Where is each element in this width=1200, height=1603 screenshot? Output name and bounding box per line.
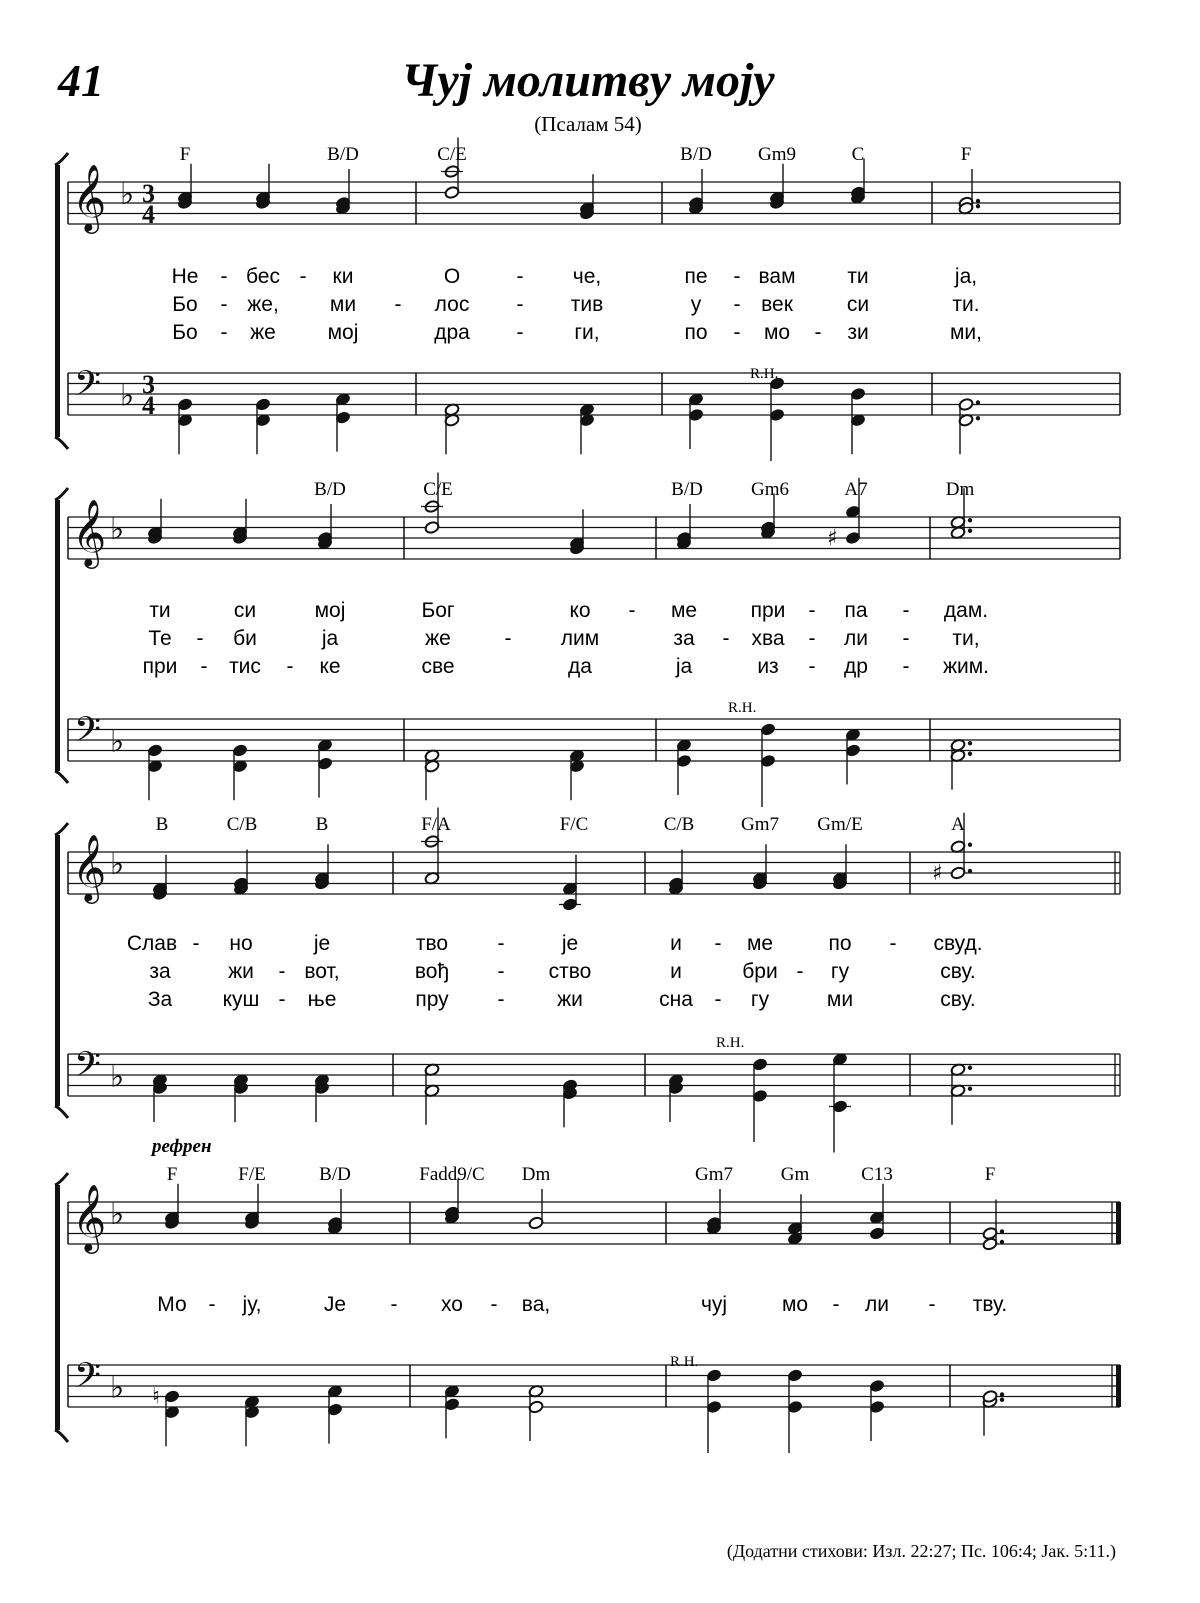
- chord-symbol: C/E: [423, 479, 453, 500]
- treble-staff: [68, 1183, 1121, 1254]
- lyric-syllable: -: [814, 321, 822, 344]
- lyric-syllable: тив: [570, 293, 604, 316]
- lyric-syllable: гу: [830, 960, 850, 983]
- lyric-syllable: -: [808, 599, 816, 622]
- bracket-hook: [55, 488, 68, 500]
- lyric-syllable: хо: [441, 1293, 463, 1316]
- chord-symbol: F/C: [559, 814, 589, 835]
- chord-symbol: B/D: [671, 479, 703, 500]
- flat-icon: ♭: [110, 724, 125, 760]
- refrain-label: рефрен: [152, 1136, 212, 1157]
- chord-symbol: C/B: [226, 814, 258, 835]
- lyric-syllable: -: [628, 599, 636, 622]
- augmentation-dot: [1000, 1392, 1004, 1396]
- lyric-syllable: Бо: [172, 293, 198, 316]
- hymn-title: Чуј молитву моју: [401, 54, 775, 107]
- lyric-syllable: Мо: [157, 1293, 187, 1316]
- lyric-syllable: -: [200, 655, 208, 678]
- lyric-syllable: ги,: [574, 321, 600, 344]
- augmentation-dot: [976, 400, 980, 404]
- chord-symbol: Dm: [945, 479, 975, 500]
- lyric-syllable: -: [497, 988, 505, 1011]
- lyric-syllable: -: [220, 321, 228, 344]
- lyric-syllable: би: [233, 627, 257, 650]
- lyric-syllable: -: [497, 932, 505, 955]
- system-2: [55, 473, 1120, 808]
- additional-verses-note: (Додатни стихови: Изл. 22:27; Пс. 106:4; Јак. 5:11.): [726, 1541, 1116, 1561]
- lyric-syllable: -: [220, 293, 228, 316]
- augmentation-dot: [968, 1087, 972, 1091]
- augmentation-dot: [976, 416, 980, 420]
- lyric-syllable: -: [714, 932, 722, 955]
- bass-clef-icon: 𝄢: [74, 1044, 102, 1093]
- lyric-syllable: ке: [319, 655, 341, 678]
- lyric-syllable: пе: [684, 265, 708, 288]
- bracket-hook: [55, 1173, 68, 1185]
- lyric-syllable: -: [196, 627, 204, 650]
- lyric-syllable: -: [902, 627, 910, 650]
- chord-symbol: B: [315, 814, 329, 835]
- lyric-syllable: ње: [307, 988, 337, 1011]
- lyric-syllable: куш: [222, 988, 260, 1011]
- lyric-syllable: -: [394, 293, 402, 316]
- natural-icon: ♮: [152, 1384, 160, 1410]
- lyric-syllable: ли: [865, 1293, 889, 1316]
- verse-3: [148, 988, 976, 1011]
- lyric-syllable: че,: [572, 265, 602, 288]
- lyric-syllable: ју,: [242, 1293, 262, 1316]
- chord-symbol: F: [166, 1164, 178, 1185]
- lyric-syllable: жи: [228, 960, 254, 983]
- lyric-syllable: бес: [246, 265, 280, 288]
- time-signature-bottom: 4: [142, 391, 155, 420]
- lyric-syllable: же: [250, 321, 276, 344]
- lyric-syllable: мо: [781, 1293, 809, 1316]
- lyric-syllable: вот,: [304, 960, 340, 983]
- chord-symbol: F: [960, 144, 972, 165]
- lyric-syllable: вам: [758, 265, 796, 288]
- lyric-syllable: -: [278, 988, 286, 1011]
- lyric-syllable: Је: [323, 1293, 347, 1316]
- lyric-syllable: -: [928, 1293, 936, 1316]
- chord-symbol: Gm9: [758, 144, 796, 165]
- time-signature-top: 3: [142, 370, 155, 399]
- final-barline: [1116, 1202, 1121, 1244]
- rh-marking: R.H.: [716, 1035, 745, 1051]
- lyric-syllable: -: [516, 321, 524, 344]
- bracket-bar: [55, 500, 60, 771]
- bass-staff: [68, 1355, 1121, 1407]
- lyric-syllable: -: [516, 293, 524, 316]
- lyric-syllable: при: [750, 599, 786, 622]
- lyric-syllable: тво: [415, 932, 449, 955]
- lyric-syllable: но: [229, 932, 253, 955]
- lyric-syllable: -: [722, 627, 730, 650]
- lyric-syllable: ство: [548, 960, 592, 983]
- lyric-syllable: вођ: [414, 960, 450, 983]
- lyric-syllable: дра: [434, 321, 470, 344]
- lyric-syllable: -: [733, 265, 741, 288]
- lyric-syllable: -: [286, 655, 294, 678]
- lyric-syllable: и: [670, 932, 682, 955]
- lyric-syllable: чуј: [700, 1293, 728, 1316]
- lyric-syllable: -: [490, 1293, 498, 1316]
- final-barline: [1116, 1365, 1121, 1407]
- lyric-syllable: -: [278, 960, 286, 983]
- treble-clef-icon: 𝄞: [72, 833, 107, 901]
- verse-refrain: [157, 1293, 1007, 1316]
- lyric-syllable: си: [233, 599, 257, 622]
- lyric-syllable: мо: [763, 321, 791, 344]
- chord-symbol: B: [155, 814, 169, 835]
- lyric-syllable: из: [757, 655, 779, 678]
- lyric-syllable: Бог: [421, 599, 455, 622]
- lyric-syllable: ми,: [949, 321, 983, 344]
- lyric-syllable: же,: [247, 293, 279, 316]
- lyric-syllable: је: [313, 932, 331, 955]
- chord-symbol: A: [951, 814, 965, 835]
- lyric-syllable: за: [149, 960, 171, 983]
- lyric-syllable: -: [808, 627, 816, 650]
- lyric-syllable: жи: [557, 988, 583, 1011]
- lyric-syllable: хва: [751, 627, 785, 650]
- chord-symbol: B/D: [680, 144, 712, 165]
- bass-clef-icon: 𝄢: [74, 363, 102, 412]
- lyric-syllable: мој: [314, 599, 346, 622]
- lyric-syllable: за: [673, 627, 695, 650]
- chord-symbol: F: [179, 144, 191, 165]
- chord-symbol: F/A: [421, 814, 451, 835]
- system-4: [55, 1136, 1121, 1453]
- lyric-syllable: Те: [148, 627, 172, 650]
- verse-2: [172, 293, 979, 316]
- system-1: [55, 138, 1120, 462]
- lyric-syllable: Бо: [172, 321, 198, 344]
- augmentation-dot: [976, 204, 980, 208]
- sharp-icon: ♯: [827, 526, 838, 551]
- hymn-subtitle: (Псалам 54): [534, 112, 642, 136]
- chord-symbol: F/E: [238, 1164, 266, 1185]
- flat-icon: ♭: [110, 1059, 125, 1095]
- bracket-hook: [55, 1106, 68, 1118]
- bracket-hook: [55, 823, 68, 835]
- lyric-syllable: свуд.: [933, 932, 983, 955]
- lyric-syllable: ме: [746, 932, 774, 955]
- chord-symbol: F: [984, 1164, 996, 1185]
- chord-symbol: B/D: [319, 1164, 351, 1185]
- chord-row: [180, 144, 972, 165]
- lyric-syllable: -: [299, 265, 307, 288]
- lyric-syllable: др: [844, 655, 868, 678]
- lyric-syllable: ти: [149, 599, 171, 622]
- lyric-syllable: век: [761, 293, 793, 316]
- lyric-syllable: све: [421, 655, 455, 678]
- time-signature-top: 3: [142, 179, 155, 208]
- lyric-syllable: -: [902, 599, 910, 622]
- lyric-syllable: бри: [742, 960, 778, 983]
- lyric-syllable: ми: [329, 293, 357, 316]
- verse-3: [172, 321, 982, 344]
- lyric-syllable: -: [390, 1293, 398, 1316]
- lyric-syllable: -: [208, 1293, 216, 1316]
- lyric-syllable: -: [497, 960, 505, 983]
- chord-symbol: B/D: [314, 479, 346, 500]
- augmentation-dot: [968, 529, 972, 533]
- lyric-syllable: -: [516, 265, 524, 288]
- lyric-syllable: ме: [670, 599, 698, 622]
- flat-icon: ♭: [120, 176, 135, 212]
- chord-symbol: C: [851, 144, 865, 165]
- bracket-hook: [55, 153, 68, 165]
- augmentation-dot: [968, 869, 972, 873]
- lyric-syllable: Не: [171, 265, 199, 288]
- rh-marking: R.H.: [750, 366, 779, 382]
- lyric-syllable: тву.: [972, 1293, 1008, 1316]
- lyric-syllable: -: [733, 321, 741, 344]
- flat-icon: ♭: [120, 378, 135, 414]
- lyric-syllable: ја: [675, 655, 693, 678]
- verse-1: [127, 932, 983, 955]
- lyric-syllable: Слав: [126, 932, 178, 955]
- chord-symbol: Dm: [521, 1164, 551, 1185]
- augmentation-dot: [968, 752, 972, 756]
- key-signature: [110, 1197, 124, 1406]
- lyric-syllable: мој: [327, 321, 359, 344]
- lyric-syllable: -: [733, 293, 741, 316]
- flat-icon: ♭: [110, 846, 125, 882]
- lyric-syllable: ја: [321, 627, 339, 650]
- lyric-syllable: ти,: [952, 627, 980, 650]
- lyric-syllable: ки: [332, 265, 354, 288]
- augmentation-dot: [968, 741, 972, 745]
- bracket-hook: [55, 1430, 68, 1442]
- system-bracket: [55, 823, 68, 1118]
- augmentation-dot: [1000, 1398, 1004, 1402]
- lyric-syllable: -: [220, 265, 228, 288]
- bracket-hook: [55, 771, 68, 783]
- lyric-syllable: -: [796, 960, 804, 983]
- bass-clef-icon: 𝄢: [74, 709, 102, 758]
- verse-1: [172, 265, 978, 288]
- lyric-syllable: -: [808, 655, 816, 678]
- hymn-number: 41: [58, 55, 104, 106]
- lyric-syllable: ва,: [521, 1293, 551, 1316]
- augmentation-dot: [968, 1066, 972, 1070]
- chord-symbol: Gm: [780, 1164, 810, 1185]
- system-bracket: [55, 1173, 68, 1442]
- lyric-syllable: по: [828, 932, 852, 955]
- chord-row: [156, 814, 965, 835]
- lyric-syllable: лим: [560, 627, 600, 650]
- chord-symbol: Gm7: [741, 814, 779, 835]
- bracket-hook: [55, 437, 68, 449]
- lyric-syllable: -: [832, 1293, 840, 1316]
- rh-marking: R.H.: [670, 1354, 699, 1370]
- lyric-syllable: сна: [659, 988, 693, 1011]
- bracket-bar: [55, 165, 60, 437]
- lyric-syllable: -: [504, 627, 512, 650]
- chord-symbol: A7: [844, 479, 868, 500]
- lyric-syllable: и: [670, 960, 682, 983]
- augmentation-dot: [968, 518, 972, 522]
- lyric-syllable: ти.: [952, 293, 980, 316]
- bass-clef-icon: 𝄢: [74, 1355, 102, 1404]
- augmentation-dot: [1000, 1240, 1004, 1244]
- system-bracket: [55, 153, 68, 449]
- lyric-syllable: да: [568, 655, 592, 678]
- augmentation-dot: [968, 843, 972, 847]
- lyric-syllable: ми: [826, 988, 854, 1011]
- chord-symbol: Fadd9/C: [419, 1164, 485, 1185]
- augmentation-dot: [976, 199, 980, 203]
- flat-icon: ♭: [110, 1196, 125, 1232]
- chord-symbol: Gm7: [695, 1164, 733, 1185]
- time-signature-bottom: 4: [142, 200, 155, 229]
- lyric-syllable: -: [902, 655, 910, 678]
- flat-icon: ♭: [110, 511, 125, 547]
- bracket-bar: [55, 1185, 60, 1430]
- sharp-icon: ♯: [932, 861, 943, 886]
- lyric-syllable: За: [147, 988, 173, 1011]
- chord-symbol: C/B: [663, 814, 695, 835]
- verse-1: [149, 599, 988, 622]
- chord-symbol: C13: [861, 1164, 893, 1185]
- chord-row: [167, 1164, 996, 1185]
- treble-clef-icon: 𝄞: [72, 498, 107, 566]
- rh-marking: R.H.: [728, 700, 757, 716]
- lyric-syllable: по: [684, 321, 708, 344]
- lyric-syllable: ко: [569, 599, 591, 622]
- bracket-bar: [55, 835, 60, 1106]
- verse-2: [149, 960, 975, 983]
- lyric-syllable: пру: [415, 988, 449, 1011]
- lyric-syllable: -: [192, 932, 200, 955]
- verse-2: [148, 627, 979, 650]
- lyric-syllable: тис: [229, 655, 261, 678]
- lyric-syllable: сву.: [940, 960, 976, 983]
- lyric-syllable: у: [690, 293, 702, 316]
- flat-icon: ♭: [110, 1370, 125, 1406]
- lyric-syllable: -: [714, 988, 722, 1011]
- lyric-syllable: дам.: [943, 599, 989, 622]
- system-3: [55, 808, 1120, 1153]
- lyric-syllable: при: [142, 655, 178, 678]
- lyric-syllable: лос: [434, 293, 470, 316]
- chord-symbol: Gm/E: [817, 814, 863, 835]
- lyric-syllable: сву.: [940, 988, 976, 1011]
- lyric-syllable: па: [844, 599, 868, 622]
- verse-3: [143, 655, 989, 678]
- lyric-syllable: ти: [847, 265, 869, 288]
- lyric-syllable: је: [561, 932, 579, 955]
- lyric-syllable: гу: [750, 988, 770, 1011]
- chord-symbol: Gm6: [751, 479, 789, 500]
- treble-clef-icon: 𝄞: [72, 1183, 107, 1251]
- lyric-syllable: -: [889, 932, 897, 955]
- lyric-syllable: ли: [844, 627, 868, 650]
- lyric-syllable: си: [846, 293, 870, 316]
- lyric-syllable: О: [443, 265, 461, 288]
- augmentation-dot: [1000, 1229, 1004, 1233]
- chord-symbol: B/D: [327, 144, 359, 165]
- lyric-syllable: же: [425, 627, 451, 650]
- lyric-syllable: зи: [847, 321, 869, 344]
- treble-clef-icon: 𝄞: [72, 163, 107, 231]
- system-bracket: [55, 488, 68, 783]
- chord-row: [314, 479, 974, 500]
- lyric-syllable: ја,: [954, 265, 978, 288]
- chord-symbol: C/E: [437, 144, 467, 165]
- lyric-syllable: жим.: [942, 655, 990, 678]
